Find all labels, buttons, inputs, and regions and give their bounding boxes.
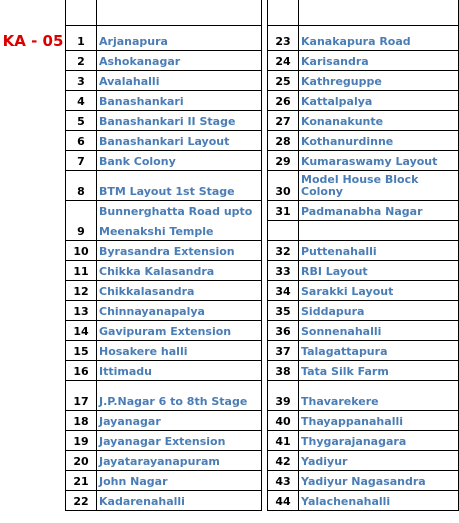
table-row (66, 240, 459, 260)
area-number-right: 34 (268, 280, 299, 300)
area-name-right: Kattalpalya (299, 90, 459, 110)
area-name-left (97, 0, 262, 25)
area-number-left: 16 (66, 360, 97, 380)
area-number-left: 10 (66, 240, 97, 260)
area-name-right: Siddapura (299, 300, 459, 320)
area-number-right: 32 (268, 240, 299, 260)
area-number-right: 31 (268, 200, 299, 220)
area-number-right (268, 220, 299, 240)
area-number-left: 2 (66, 50, 97, 70)
area-name-left: Arjanapura (97, 25, 262, 50)
area-name-left: Banashankari II Stage (97, 110, 262, 130)
table-row (66, 360, 459, 380)
area-number-left: 22 (66, 490, 97, 510)
area-name-left: Byrasandra Extension (97, 240, 262, 260)
area-number-right: 33 (268, 260, 299, 280)
area-name-right: Kumaraswamy Layout (299, 150, 459, 170)
area-number-left: 8 (66, 170, 97, 200)
area-number-right: 28 (268, 130, 299, 150)
area-number-left: 12 (66, 280, 97, 300)
area-number-right: 26 (268, 90, 299, 110)
area-number-left: 7 (66, 150, 97, 170)
table-row (66, 260, 459, 280)
area-number-right: 24 (268, 50, 299, 70)
area-number-right: 35 (268, 300, 299, 320)
area-number-right: 44 (268, 490, 299, 510)
table-row (66, 0, 459, 25)
area-number-right: 41 (268, 430, 299, 450)
area-name-right: Puttenahalli (299, 240, 459, 260)
table-row (66, 220, 459, 240)
area-name-left: Ashokanagar (97, 50, 262, 70)
area-table-body (66, 0, 459, 510)
area-name-left: Banashankari (97, 90, 262, 110)
table-row (66, 380, 459, 410)
area-number-right: 43 (268, 470, 299, 490)
area-name-left: John Nagar (97, 470, 262, 490)
area-name-left: Chinnayanapalya (97, 300, 262, 320)
area-table (65, 0, 459, 511)
area-number-left (66, 200, 97, 220)
area-name-left: Banashankari Layout (97, 130, 262, 150)
table-row (66, 300, 459, 320)
area-number-left: 15 (66, 340, 97, 360)
area-number-right: 38 (268, 360, 299, 380)
area-name-right: Yadiyur (299, 450, 459, 470)
area-number-left: 5 (66, 110, 97, 130)
table-row (66, 430, 459, 450)
area-name-right: Yadiyur Nagasandra (299, 470, 459, 490)
area-number-right: 23 (268, 25, 299, 50)
area-name-right: Konanakunte (299, 110, 459, 130)
table-row (66, 130, 459, 150)
area-name-left: Jayatarayanapuram (97, 450, 262, 470)
area-number-right: 42 (268, 450, 299, 470)
area-name-left: Chikkalasandra (97, 280, 262, 300)
area-name-right: Talagattapura (299, 340, 459, 360)
area-name-right: Tata Silk Farm (299, 360, 459, 380)
area-number-left: 4 (66, 90, 97, 110)
area-name-right: RBI Layout (299, 260, 459, 280)
table-row (66, 340, 459, 360)
area-number-left: 21 (66, 470, 97, 490)
area-number-left: 18 (66, 410, 97, 430)
area-name-left: Jayanagar (97, 410, 262, 430)
area-number-right: 36 (268, 320, 299, 340)
area-name-left: Bunnerghatta Road upto (97, 200, 262, 220)
area-name-right: Padmanabha Nagar (299, 200, 459, 220)
area-number-right: 40 (268, 410, 299, 430)
area-name-right: Thygarajanagara (299, 430, 459, 450)
area-number-left: 11 (66, 260, 97, 280)
area-name-right: Thavarekere (299, 380, 459, 410)
area-number-left: 3 (66, 70, 97, 90)
area-number-left: 19 (66, 430, 97, 450)
area-name-left: Bank Colony (97, 150, 262, 170)
area-name-left: Avalahalli (97, 70, 262, 90)
table-row (66, 490, 459, 510)
area-name-right: Sarakki Layout (299, 280, 459, 300)
area-name-left: Jayanagar Extension (97, 430, 262, 450)
area-number-left: 6 (66, 130, 97, 150)
area-name-right: Sonnenahalli (299, 320, 459, 340)
area-name-left: Meenakshi Temple (97, 220, 262, 240)
area-name-right: Karisandra (299, 50, 459, 70)
table-row (66, 450, 459, 470)
area-name-left: Hosakere halli (97, 340, 262, 360)
area-number-left (66, 0, 97, 25)
table-row (66, 90, 459, 110)
area-name-right: Kanakapura Road (299, 25, 459, 50)
table-row (66, 200, 459, 220)
table-row (66, 280, 459, 300)
area-number-left: 17 (66, 380, 97, 410)
area-number-left: 1 (66, 25, 97, 50)
area-name-left: Chikka Kalasandra (97, 260, 262, 280)
table-row (66, 150, 459, 170)
area-name-left: BTM Layout 1st Stage (97, 170, 262, 200)
area-name-left: Ittimadu (97, 360, 262, 380)
table-row (66, 170, 459, 200)
area-name-right (299, 0, 459, 25)
area-name-left: J.P.Nagar 6 to 8th Stage (97, 380, 262, 410)
area-number-right: 29 (268, 150, 299, 170)
area-name-right: Model House Block Colony (299, 170, 459, 200)
rto-code-label: KA - 05 (2, 32, 64, 50)
table-row (66, 410, 459, 430)
area-number-left: 20 (66, 450, 97, 470)
table-row (66, 50, 459, 70)
area-name-right: Thayappanahalli (299, 410, 459, 430)
area-number-right (268, 0, 299, 25)
table-row (66, 470, 459, 490)
area-number-right: 27 (268, 110, 299, 130)
table-row (66, 320, 459, 340)
area-name-right: Kathreguppe (299, 70, 459, 90)
area-number-right: 39 (268, 380, 299, 410)
area-number-right: 30 (268, 170, 299, 200)
area-number-left: 13 (66, 300, 97, 320)
area-name-left: Gavipuram Extension (97, 320, 262, 340)
area-name-right (299, 220, 459, 240)
table-row (66, 70, 459, 90)
area-number-right: 25 (268, 70, 299, 90)
area-name-right: Kothanurdinne (299, 130, 459, 150)
area-number-left: 14 (66, 320, 97, 340)
area-name-left: Kadarenahalli (97, 490, 262, 510)
table-row (66, 110, 459, 130)
table-row (66, 25, 459, 50)
area-number-right: 37 (268, 340, 299, 360)
area-number-left: 9 (66, 220, 97, 240)
area-name-right: Yalachenahalli (299, 490, 459, 510)
